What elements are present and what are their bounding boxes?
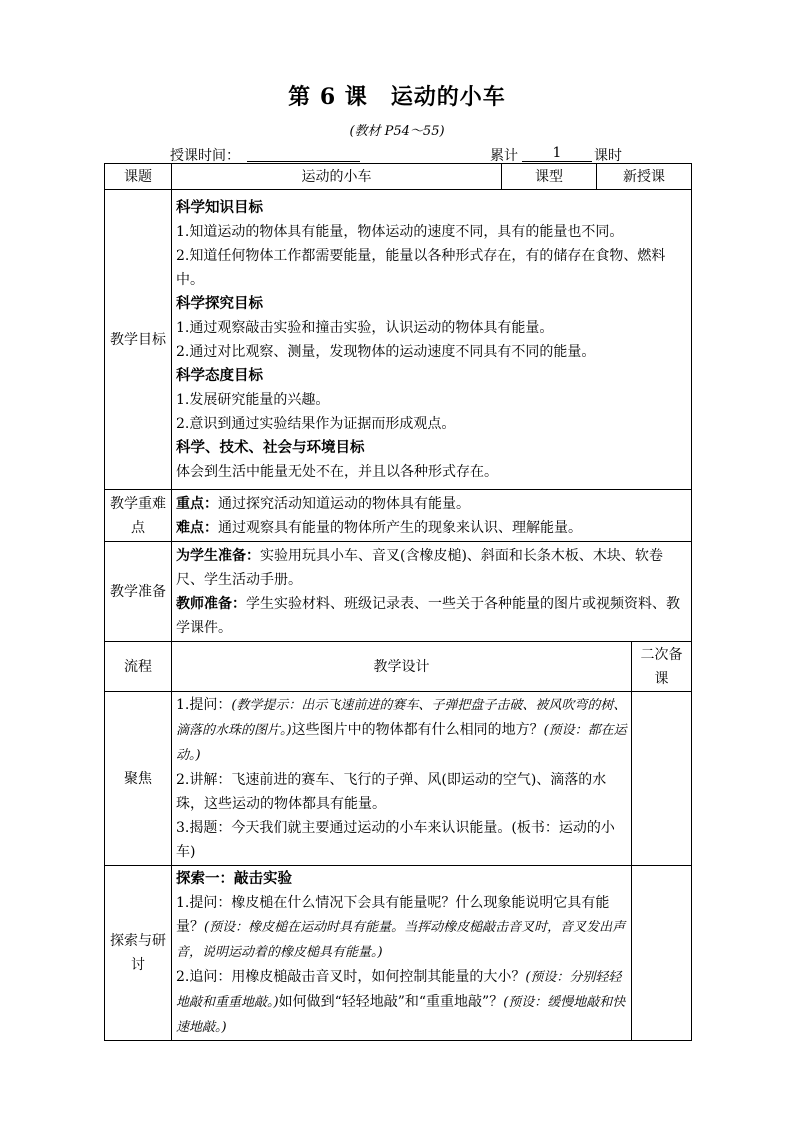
goals-row (105, 190, 692, 490)
inquiry-goal-2: 2.通过对比观察、测量，发现物体的运动速度不同具有不同的能量。 (176, 343, 596, 360)
key-points-label: 教学重难点 (105, 490, 172, 542)
time-blank (247, 145, 360, 162)
focus-section-row (105, 692, 692, 866)
focus-step-2-text: 飞速前进的赛车、飞行的子弹、风(即运动的空气)、滴落的水珠，这些运动的物体都具有能量。 (176, 772, 607, 812)
page-title: 第 6 课 运动的小车 (288, 84, 506, 110)
goals-label: 教学目标 (105, 190, 172, 490)
prep-label: 教学准备 (105, 542, 172, 642)
knowledge-goal-2: 2.知道任何物体工作都需要能量，能量以各种形式存在，有的储存在食物、燃料中。 (176, 247, 666, 288)
teacher-prep-text: 学生实验材料、班级记录表、一些关于各种能量的图片或视频资料、教学课件。 (176, 595, 680, 636)
total-unit: 课时 (594, 148, 622, 164)
explore-section-row (105, 866, 692, 1041)
time-label: 授课时间： (170, 148, 240, 164)
attitude-goal-2: 2.意识到通过实验结果作为证据而形成观点。 (176, 415, 456, 432)
explore-step-2-followup: 如何做到“轻轻地敲”和“重重地敲”？ (278, 993, 504, 1010)
explore-section-notes (632, 866, 692, 1041)
goals-content (172, 190, 692, 490)
topic-row (105, 164, 692, 190)
sts-goal-1: 体会到生活中能量无处不在，并且以各种形式存在。 (176, 463, 498, 480)
attitude-goal-title: 科学态度目标 (176, 366, 263, 384)
textbook-pages: (教材 P54～55) (349, 124, 445, 139)
lesson-meta (0, 145, 794, 163)
sts-goal-title: 科学、技术、社会与环境目标 (176, 438, 365, 456)
total-value: 1 (522, 145, 592, 162)
student-prep-label: 为学生准备： (176, 547, 260, 564)
prep-content (172, 542, 692, 642)
focus-step-1-question: 这些图片中的物体都有什么相同的地方？ (291, 722, 544, 738)
knowledge-goal-title: 科学知识目标 (176, 198, 263, 216)
focus-step-1-label: 1.提问： (176, 697, 232, 713)
explore-title: 探索一：敲击实验 (176, 869, 292, 887)
focus-step-2-label: 2.讲解： (176, 772, 232, 788)
explore-step-1-preset: (预设：橡皮槌在运动时具有能量。当挥动橡皮槌敲击音叉时，音叉发出声音，说明运动着的橡皮槌具有能量。) (176, 919, 626, 960)
focus-section-content (172, 692, 632, 866)
flow-header-row (105, 642, 692, 692)
focus-step-1-hint: (教学提示：出示飞速前进的赛车、子弹把盘子击破、被风吹弯的树、滴落的水珠的图片。) (176, 698, 627, 738)
knowledge-goal-1: 1.知道运动的物体具有能量，物体运动的速度不同，具有的能量也不同。 (176, 223, 624, 240)
explore-section-content (172, 866, 632, 1041)
explore-step-2-question: 用橡皮槌敲击音叉时，如何控制其能量的大小？ (231, 968, 526, 985)
focus-step-3-label: 3.揭题： (176, 820, 232, 836)
inquiry-goal-1: 1.通过观察敲击实验和撞击实验，认识运动的物体具有能量。 (176, 319, 554, 336)
type-label: 课型 (502, 164, 597, 190)
explore-step-2-preset: (预设：分别轻轻地敲和重重地敲。) (176, 969, 622, 1010)
explore-step-1-question: 橡皮槌在什么情况下会具有能量呢？什么现象能说明它具有能量？ (176, 894, 610, 935)
inquiry-goal-title: 科学探究目标 (176, 294, 263, 312)
explore-section-label: 探索与研讨 (105, 866, 172, 1041)
student-prep-text: 实验用玩具小车、音叉(含橡皮槌)、斜面和长条木板、木块、软卷尺、学生活动手册。 (176, 547, 663, 588)
explore-step-2-label: 2.追问： (176, 968, 232, 985)
focus-step-3-text: 今天我们就主要通过运动的小车来认识能量。(板书：运动的小车) (176, 820, 615, 860)
flow-design-header: 教学设计 (172, 642, 632, 692)
focus-section-label: 聚焦 (105, 692, 172, 866)
explore-step-2-preset-2: (预设：缓慢地敲和快速地敲。) (176, 994, 626, 1035)
topic-value: 运动的小车 (172, 164, 502, 190)
prep-row (105, 542, 692, 642)
difficulty-label: 难点： (176, 519, 218, 536)
attitude-goal-1: 1.发展研究能量的兴趣。 (176, 391, 330, 408)
key-points-row (105, 490, 692, 542)
focus-text: 通过探究活动知道运动的物体具有能量。 (218, 495, 470, 512)
flow-process-header: 流程 (105, 642, 172, 692)
key-points-content (172, 490, 692, 542)
difficulty-text: 通过观察具有能量的物体所产生的现象来认识、理解能量。 (218, 519, 582, 536)
focus-label: 重点： (176, 495, 218, 512)
explore-step-1-label: 1.提问： (176, 894, 232, 911)
topic-label: 课题 (105, 164, 172, 190)
focus-step-1-preset: (预设：都在运动。) (176, 723, 627, 763)
teacher-prep-label: 教师准备： (176, 595, 246, 612)
lesson-plan-table (104, 163, 692, 1041)
total-label: 累计 (490, 148, 518, 164)
flow-second-header: 二次备课 (632, 642, 692, 692)
focus-section-notes (632, 692, 692, 866)
type-value: 新授课 (597, 164, 692, 190)
